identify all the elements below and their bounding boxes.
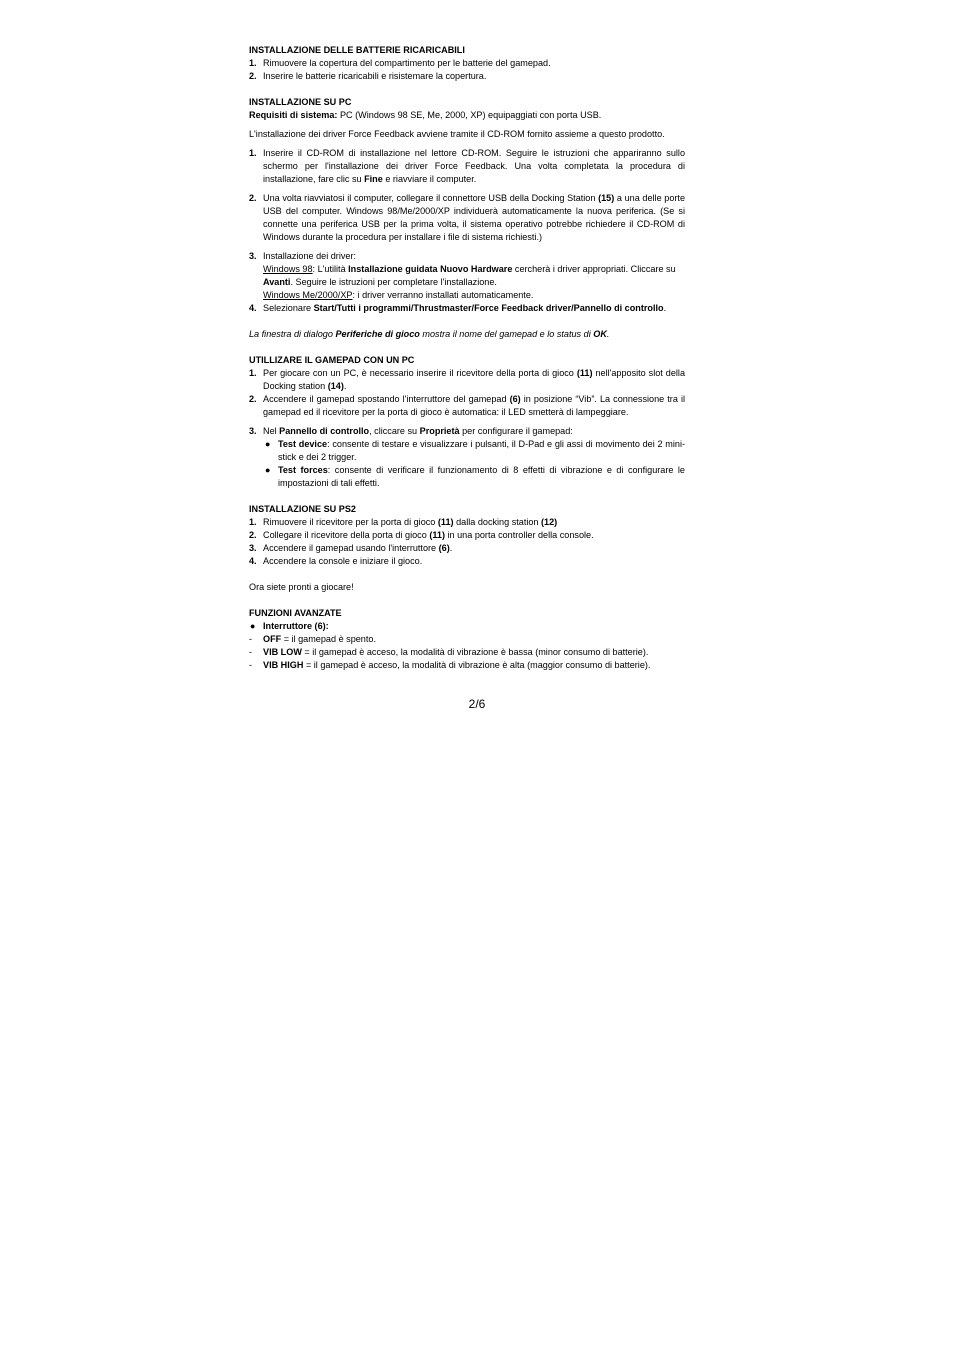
list-text: Rimuovere la copertura del compartimento per le batterie del gamepad. [263, 58, 551, 68]
list-item: 1. Rimuovere il ricevitore per la porta di gioco (11) dalla docking station (12) [249, 517, 558, 527]
list-item: 2. Collegare il ricevitore della porta di gioco (11) in una porta controller della console. [249, 530, 594, 540]
list-item: - VIB HIGH = il gamepad è acceso, la modalità di vibrazione è alta (maggior consumo di batterie). [249, 660, 651, 670]
list-item: 1. Per giocare con un PC, è necessario inserire il ricevitore della porta di gioco (11) nell'apposito slot della Docking station (14). [249, 368, 686, 391]
list-number: 2. [249, 71, 257, 81]
system-requirements: Requisiti di sistema: PC (Windows 98 SE, Me, 2000, XP) equipaggiati con porta USB. [249, 110, 602, 120]
bullet-icon: ● [250, 621, 256, 631]
list-item: 3. Installazione dei driver: [249, 251, 357, 261]
list-item: 3. Nel Pannello di controllo, cliccare su Proprietà per configurare il gamepad: [249, 426, 573, 436]
list-item [249, 57, 685, 70]
list-item: 4. Accendere la console e iniziare il gioco. [249, 556, 423, 566]
list-item: - VIB LOW = il gamepad è acceso, la modalità di vibrazione è bassa (minor consumo di batterie). [249, 647, 649, 657]
driver-install-windows98: Windows 98: L'utilità Installazione guidata Nuovo Hardware cercherà i driver appropriati. Cliccare su Avanti. Seguire le istruzioni per completare l'installazione. [263, 264, 676, 287]
game-controllers-note: La finestra di dialogo Periferiche di gioco mostra il nome del gamepad e lo status di OK. [249, 329, 610, 339]
list-item: 2. Una volta riavviatosi il computer, collegare il connettore USB della Docking Station (15) a una delle porte USB del computer. Windows 98/Me/2000/XP individuerà automaticamente la nuova periferica. (Se si connette una periferica USB per la prima volta, il sistema operativo potrebbe richiedere il CD-ROM di Windows durante la procedura per installare i file di sistema richiesti.) [249, 193, 685, 242]
bullet-item-test-forces: ● Test forces: consente di verificare il funzionamento di 8 effetti di vibrazione e di configurare le impostazioni di tali effetti. [265, 465, 685, 488]
ready-text: Ora siete pronti a giocare! [249, 582, 354, 592]
list-item: 2. Accendere il gamepad spostando l'interruttore del gamepad (6) in posizione “Vib”. La connessione tra il gamepad ed il ricevitore per la porta di gioco è automatica: il LED smetterà di lampeggiare. [249, 394, 685, 417]
driver-install-windows-me: Windows Me/2000/XP: i driver verranno installati automaticamente. [263, 290, 534, 300]
section-title-ps2-install: INSTALLAZIONE SU PS2 [249, 504, 356, 514]
list-item: 3. Accendere il gamepad usando l'interruttore (6). [249, 543, 453, 553]
section-title-pc-install: INSTALLAZIONE SU PC [249, 97, 352, 107]
list-item [249, 70, 685, 83]
bullet-icon: ● [265, 465, 271, 475]
section-title-batteries: INSTALLAZIONE DELLE BATTERIE RICARICABILI [249, 45, 465, 55]
bullet-icon: ● [265, 439, 271, 449]
list-item: - OFF = il gamepad è spento. [249, 634, 376, 644]
section-title-advanced: FUNZIONI AVANZATE [249, 608, 342, 618]
dash-marker: - [249, 647, 253, 657]
list-item: 1. Inserire il CD-ROM di installazione nel lettore CD-ROM. Seguire le istruzioni che appariranno sullo schermo per l'installazione dei driver Force Feedback. Una volta completata la procedura di installazione, fare clic su Fine e riavviare il computer. [249, 148, 685, 184]
dash-marker: - [249, 660, 253, 670]
list-item: 4. Selezionare Start/Tutti i programmi/Thrustmaster/Force Feedback driver/Pannello di controllo. [249, 303, 667, 313]
document-page [249, 44, 685, 672]
list-text: Inserire le batterie ricaricabili e risistemare la copertura. [263, 71, 487, 81]
install-intro: L'installazione dei driver Force Feedback avviene tramite il CD-ROM fornito assieme a questo prodotto. [249, 129, 665, 139]
page-number: 2/6 [468, 697, 486, 711]
dash-marker: - [249, 634, 253, 644]
bullet-item-test-device: ● Test device: consente di testare e visualizzare i pulsanti, il D-Pad e gli assi di movimento dei 2 mini-stick e dei 2 trigger. [265, 439, 685, 462]
bullet-item-switch: ● Interruttore (6): [250, 621, 329, 631]
section-title-gamepad-pc: UTILLIZARE IL GAMEPAD CON UN PC [249, 355, 415, 365]
list-number: 1. [249, 58, 257, 68]
